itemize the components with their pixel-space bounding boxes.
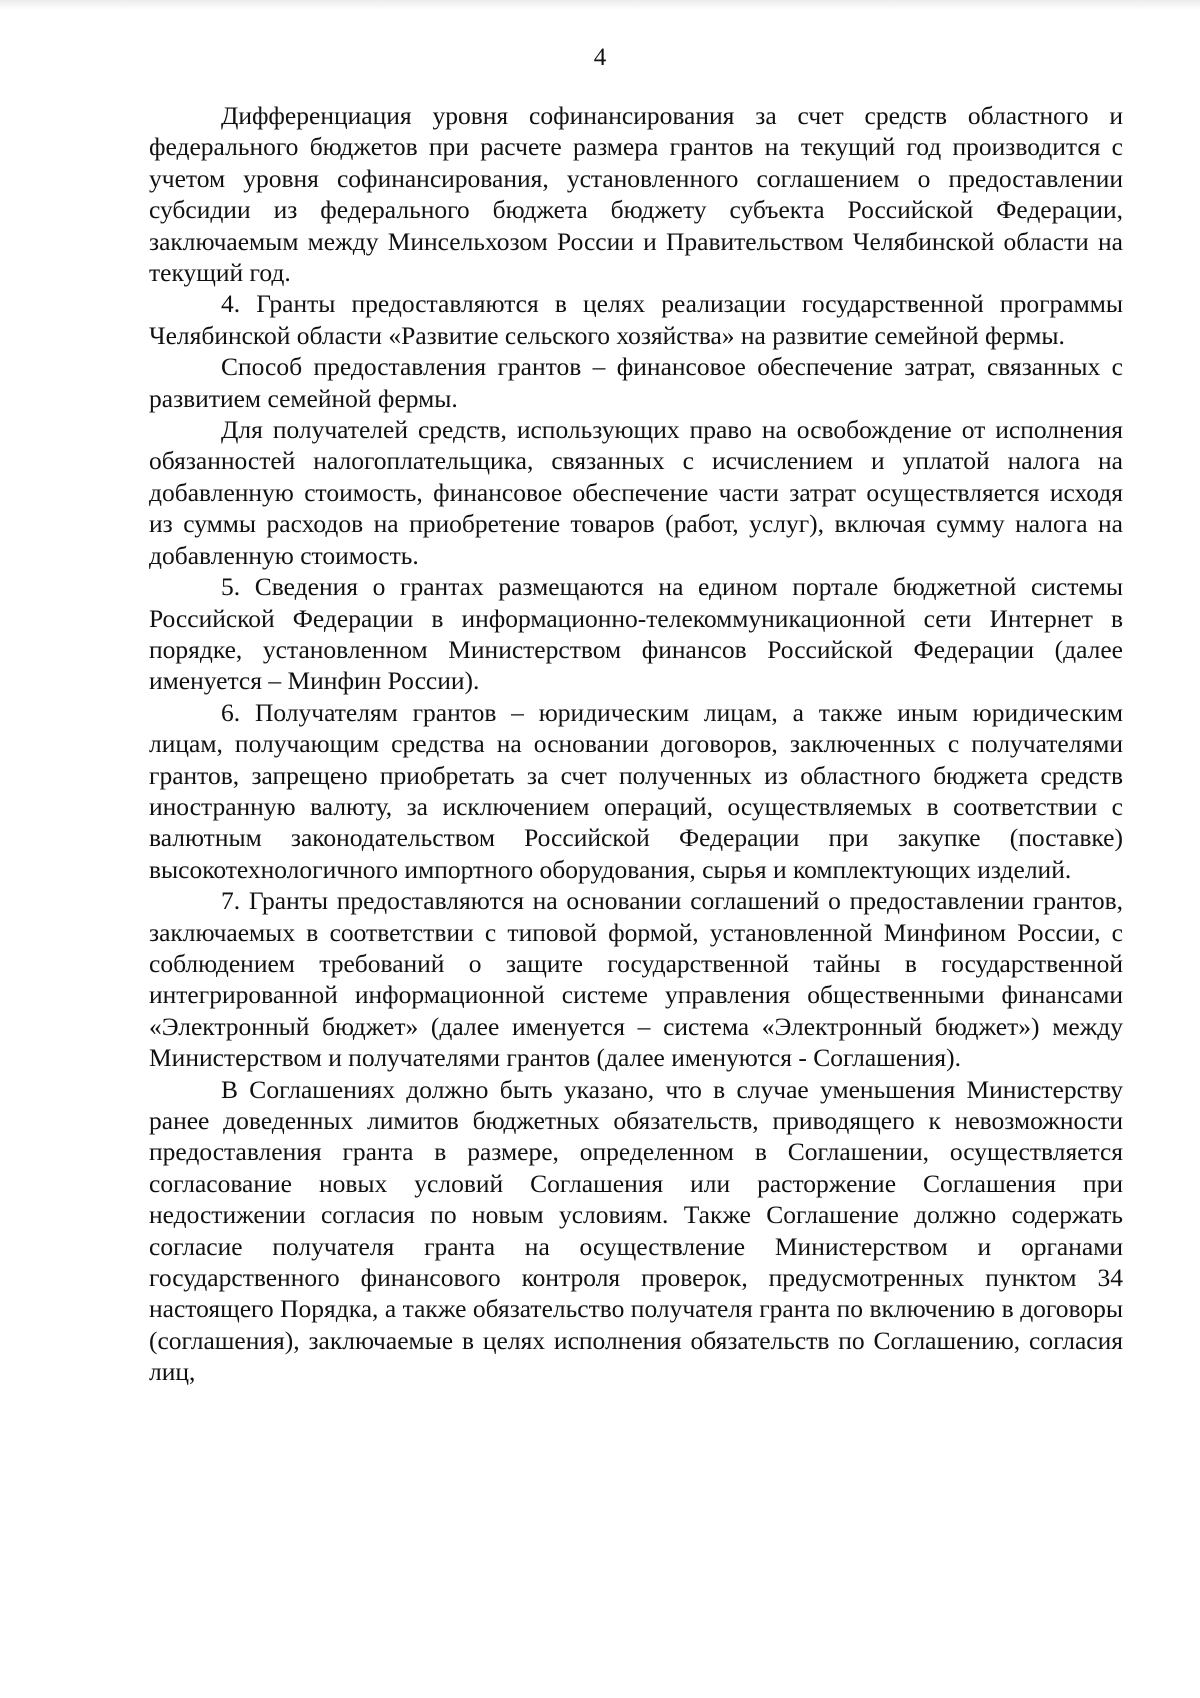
paragraph-item-4: 4. Гранты предоставляются в целях реализации государственной программы Челябинской области «Развитие сельского хозяйства» на развитие семейной фермы. (149, 289, 1123, 350)
paragraph-item-6: 6. Получателям грантов – юридическим лицам, а также иным юридическим лицам, получающим средства на основании договоров, заключенных с получателями грантов, запрещено приобретать за счет полученных из областного бюджета средств иностранную валюту, за исключением операций, осуществляемых в соответствии с валютным законодательством Российской Федерации при закупке (поставке) высокотехнологичного импортного оборудования, сырья и комплектующих изделий. (149, 697, 1123, 884)
paragraph-item-7: 7. Гранты предоставляются на основании соглашений о предоставлении грантов, заключаемых в соответствии с типовой формой, установленной Минфином России, с соблюдением требований о защите государственной тайны в государственной интегрированной информационной системе управления общественными финансами «Электронный бюджет» (далее именуется – система «Электронный бюджет») между Министерством и получателями грантов (далее именуются - Соглашения). (149, 886, 1123, 1073)
paragraph-vat: Для получателей средств, использующих право на освобождение от исполнения обязанностей налогоплательщика, связанных с исчислением и уплатой налога на добавленную стоимость, финансовое обеспечение части затрат осуществляется исходя из суммы расходов на приобретение товаров (работ, услуг), включая сумму налога на добавленную стоимость. (149, 415, 1123, 570)
scan-edge-shadow (0, 0, 1200, 10)
document-body (149, 100, 1123, 1388)
paragraph-item-5: 5. Сведения о грантах размещаются на едином портале бюджетной системы Российской Федерации в информационно-телекоммуникационной сети Интернет в порядке, установленном Министерством финансов Российской Федерации (далее именуется – Минфин России). (149, 572, 1123, 696)
page-number: 4 (593, 44, 607, 71)
paragraph-cofinancing: Дифференциация уровня софинансирования за счет средств областного и федерального бюджетов при расчете размера грантов на текущий год производится с учетом уровня софинансирования, установленного соглашением о предоставлении субсидии из федерального бюджета бюджету субъекта Российской Федерации, заключаемым между Минсельхозом России и Правительством Челябинской области на текущий год. (149, 101, 1123, 288)
paragraph-agreements: В Соглашениях должно быть указано, что в случае уменьшения Министерству ранее доведенных лимитов бюджетных обязательств, приводящего к невозможности предоставления гранта в размере, определенном в Соглашении, осуществляется согласование новых условий Соглашения или расторжение Соглашения при недостижении согласия по новым условиям. Также Соглашение должно содержать согласие получателя гранта на осуществление Министерством и органами государственного финансового контроля проверок, предусмотренных пунктом 34 настоящего Порядка, а также обязательство получателя гранта по включению в договоры (соглашения), заключаемые в целях исполнения обязательств по Соглашению, согласия лиц, (149, 1074, 1123, 1387)
paragraph-grant-method: Способ предоставления грантов – финансовое обеспечение затрат, связанных с развитием семейной фермы. (149, 352, 1123, 413)
